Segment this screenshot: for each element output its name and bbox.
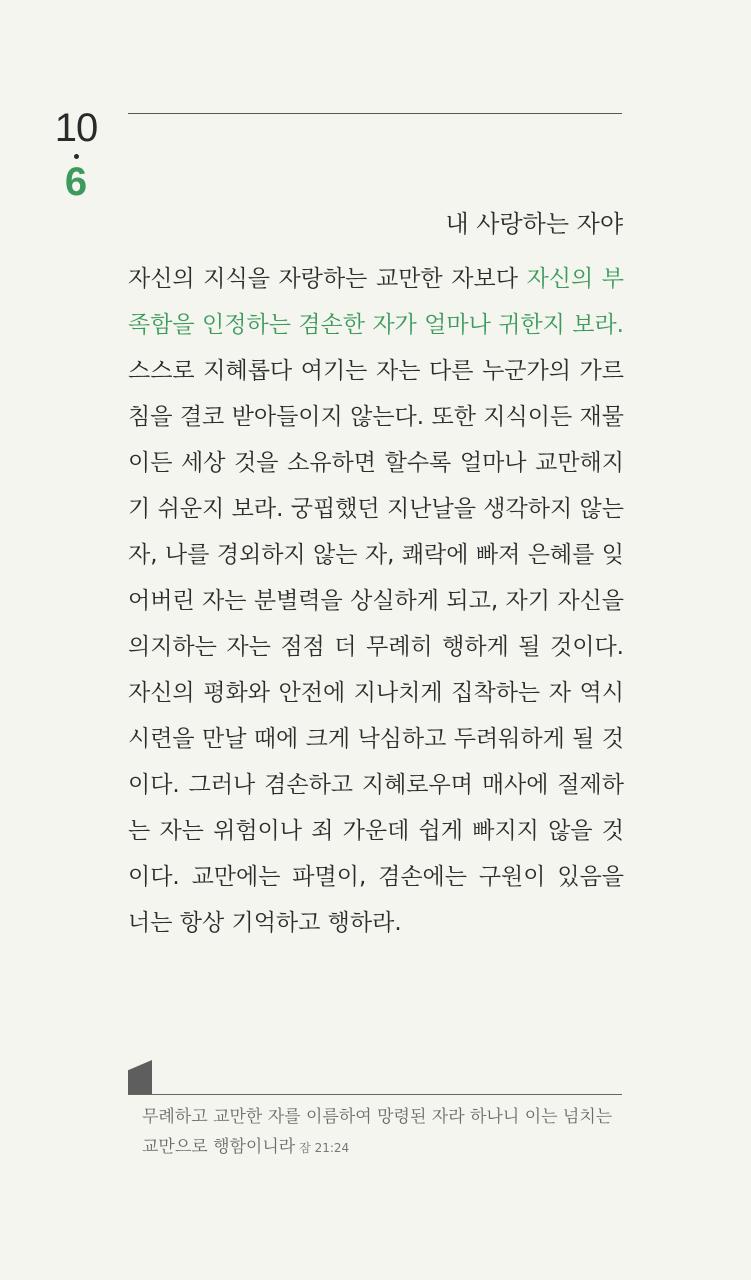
body-line: 는 자는 위험이나 죄 가운데 쉽게 빠지지 않을 것 bbox=[128, 818, 624, 844]
salutation: 내 사랑하는 자야 bbox=[445, 210, 623, 238]
verse-text: 교만으로 행함이니라 bbox=[142, 1137, 296, 1157]
body-line bbox=[128, 256, 624, 302]
body-line: 스스로 지혜롭다 여기는 자는 다른 누군가의 가르 bbox=[128, 358, 624, 384]
body-line: 침을 결코 받아들이지 않는다. 또한 지식이든 재물 bbox=[128, 404, 624, 430]
body-line: 어버린 자는 분별력을 상실하게 되고, 자기 자신을 bbox=[128, 588, 624, 614]
body-line: 기 쉬운지 보라. 궁핍했던 지난날을 생각하지 않는 bbox=[128, 496, 624, 522]
body-line: 너는 항상 기억하고 행하라. bbox=[128, 910, 402, 936]
date-marker bbox=[54, 106, 98, 203]
verse-line: 무례하고 교만한 자를 이름하여 망령된 자라 하나니 이는 넘치는 bbox=[142, 1107, 613, 1127]
body-line: 자신의 평화와 안전에 지나치게 집착하는 자 역시 bbox=[128, 680, 624, 706]
verse-reference: 잠 21:24 bbox=[299, 1141, 350, 1155]
date-separator-dot bbox=[74, 154, 79, 159]
highlighted-text: 자신의 부 bbox=[526, 266, 624, 292]
top-divider bbox=[128, 113, 622, 114]
highlighted-text: 족함을 인정하는 겸손한 자가 얼마나 귀한지 보라. bbox=[128, 312, 624, 338]
verse-marker-tab bbox=[128, 1060, 152, 1094]
body-text-segment: 자신의 지식을 자랑하는 교만한 자보다 bbox=[128, 266, 527, 292]
devotional-body bbox=[128, 256, 624, 946]
body-line: 의지하는 자는 점점 더 무례히 행하게 될 것이다. bbox=[128, 634, 624, 660]
date-month: 10 bbox=[54, 106, 98, 150]
body-line: 이다. 교만에는 파멸이, 겸손에는 구원이 있음을 bbox=[128, 864, 624, 890]
date-day: 6 bbox=[64, 160, 88, 204]
scripture-verse bbox=[142, 1102, 612, 1163]
body-line: 이다. 그러나 겸손하고 지혜로우며 매사에 절제하 bbox=[128, 772, 624, 798]
body-line: 이든 세상 것을 소유하면 할수록 얼마나 교만해지 bbox=[128, 450, 624, 476]
body-line: 시련을 만날 때에 크게 낙심하고 두려워하게 될 것 bbox=[128, 726, 624, 752]
body-line bbox=[128, 302, 624, 348]
body-line: 자, 나를 경외하지 않는 자, 쾌락에 빠져 은혜를 잊 bbox=[128, 542, 624, 568]
verse-line bbox=[142, 1132, 612, 1163]
verse-divider bbox=[128, 1094, 622, 1095]
